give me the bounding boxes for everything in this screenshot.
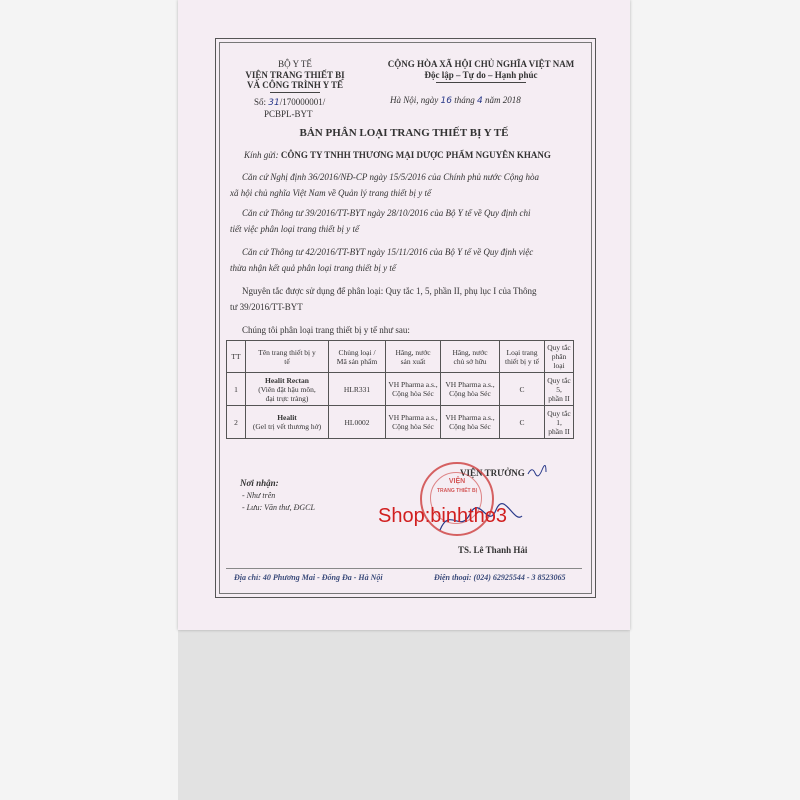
col-header-owner: Hãng, nước chủ sở hữu bbox=[441, 341, 500, 373]
recipient-company: CÔNG TY TNHH THƯƠNG MẠI DƯỢC PHẨM NGUYÊN KHANG bbox=[280, 150, 551, 160]
document-page bbox=[178, 0, 630, 630]
row-tt: 1 bbox=[227, 373, 246, 406]
header-divider-right bbox=[436, 82, 526, 83]
issue-date bbox=[390, 95, 521, 106]
row-tt: 2 bbox=[227, 406, 246, 439]
doc-code: PCBPL-BYT bbox=[264, 109, 313, 119]
row-model: HLR331 bbox=[329, 373, 386, 406]
recipients-label: Nơi nhận: bbox=[240, 478, 279, 488]
table-row bbox=[227, 373, 574, 406]
row-device-name: Healit Rectan (Viên đặt hậu môn, đại trực tràng) bbox=[246, 373, 329, 406]
header-divider-left bbox=[270, 92, 320, 93]
legal-basis-2b: tiết việc phân loại trang thiết bị y tế bbox=[230, 224, 359, 234]
legal-basis-2a: Căn cứ Thông tư 39/2016/TT-BYT ngày 28/10/2016 của Bộ Y tế về Quy định chi bbox=[242, 208, 531, 218]
director-signature-mark bbox=[526, 464, 548, 478]
recipients-line1: - Như trên bbox=[242, 491, 276, 500]
legal-basis-3b: thừa nhận kết quả phân loại trang thiết bị y tế bbox=[230, 263, 396, 273]
director-title: VIỆN TRƯỞNG bbox=[460, 468, 525, 478]
col-header-class: Loại trang thiết bị y tế bbox=[500, 341, 545, 373]
ministry-name: BỘ Y TẾ bbox=[278, 59, 312, 69]
col-header-rule: Quy tắc phân loại bbox=[545, 341, 574, 373]
institute-name-line1: VIỆN TRANG THIẾT BỊ bbox=[245, 70, 345, 80]
doc-number-prefix: Số: bbox=[254, 97, 267, 107]
footer-address: Địa chỉ: 40 Phương Mai - Đống Đa - Hà Nội bbox=[234, 573, 383, 582]
document-title: BẢN PHÂN LOẠI TRANG THIẾT BỊ Y TẾ bbox=[299, 127, 509, 139]
col-header-tt: TT bbox=[227, 341, 246, 373]
row-owner: VH Pharma a.s., Cộng hòa Séc bbox=[441, 373, 500, 406]
recipient-line bbox=[244, 150, 551, 160]
stamp-text-line2: TRANG THIẾT BỊ bbox=[437, 488, 477, 494]
legal-basis-1b: xã hội chủ nghĩa Việt Nam về Quản lý trang thiết bị y tế bbox=[230, 188, 432, 198]
director-name: TS. Lê Thanh Hải bbox=[458, 545, 528, 555]
col-header-maker: Hãng, nước sản xuất bbox=[386, 341, 441, 373]
row-device-name: Healit (Gel trị vết thương hở) bbox=[246, 406, 329, 439]
recipient-label: Kính gửi: bbox=[244, 150, 279, 160]
classification-principle-a: Nguyên tắc được sử dụng để phân loại: Quy tắc 1, 5, phần II, phụ lục I của Thông bbox=[242, 286, 537, 296]
footer-phone: Điện thoại: (024) 62925544 - 3 8523065 bbox=[434, 573, 566, 582]
date-month-label: tháng bbox=[454, 95, 475, 105]
row-class: C bbox=[500, 373, 545, 406]
row-owner: VH Pharma a.s., Cộng hòa Séc bbox=[441, 406, 500, 439]
recipients-line2: - Lưu: Văn thư, ĐGCL bbox=[242, 503, 315, 512]
row-rule: Quy tắc 5, phần II bbox=[545, 373, 574, 406]
date-month-handwritten: 4 bbox=[476, 96, 483, 106]
institute-name-line2: VÀ CÔNG TRÌNH Y TẾ bbox=[246, 80, 344, 90]
row-rule: Quy tắc 1, phần II bbox=[545, 406, 574, 439]
shop-watermark: Shop:binhtho3 bbox=[378, 505, 508, 527]
device-classification-table bbox=[226, 340, 574, 439]
doc-number-handwritten: 31 bbox=[268, 98, 280, 108]
row-model: HL0002 bbox=[329, 406, 386, 439]
col-header-name: Tên trang thiết bị y tế bbox=[246, 341, 329, 373]
national-motto: Độc lập – Tự do – Hạnh phúc bbox=[424, 70, 538, 80]
stamp-text-line1: VIỆN bbox=[448, 478, 466, 485]
row-class: C bbox=[500, 406, 545, 439]
date-prefix: Hà Nội, ngày bbox=[390, 95, 439, 105]
date-year: năm 2018 bbox=[484, 95, 521, 105]
legal-basis-3a: Căn cứ Thông tư 42/2016/TT-BYT ngày 15/11/2016 của Bộ Y tế về Quy định việc bbox=[242, 247, 534, 257]
footer-divider bbox=[226, 568, 582, 569]
row-maker: VH Pharma a.s., Cộng hòa Séc bbox=[386, 406, 441, 439]
classification-intro: Chúng tôi phân loại trang thiết bị y tế như sau: bbox=[242, 325, 410, 335]
classification-principle-b: tư 39/2016/TT-BYT bbox=[230, 302, 303, 312]
background-area bbox=[178, 630, 630, 800]
date-day-handwritten: 16 bbox=[440, 96, 452, 106]
row-maker: VH Pharma a.s., Cộng hòa Séc bbox=[386, 373, 441, 406]
table-header-row bbox=[227, 341, 574, 373]
doc-number bbox=[254, 97, 325, 108]
table-row bbox=[227, 406, 574, 439]
legal-basis-1a: Căn cứ Nghị định 36/2016/NĐ-CP ngày 15/5/2016 của Chính phủ nước Cộng hòa bbox=[242, 172, 539, 182]
doc-number-suffix: /170000001/ bbox=[279, 97, 326, 107]
country-name: CỘNG HÒA XÃ HỘI CHỦ NGHĨA VIỆT NAM bbox=[387, 59, 575, 69]
col-header-model: Chủng loại / Mã sản phẩm bbox=[329, 341, 386, 373]
